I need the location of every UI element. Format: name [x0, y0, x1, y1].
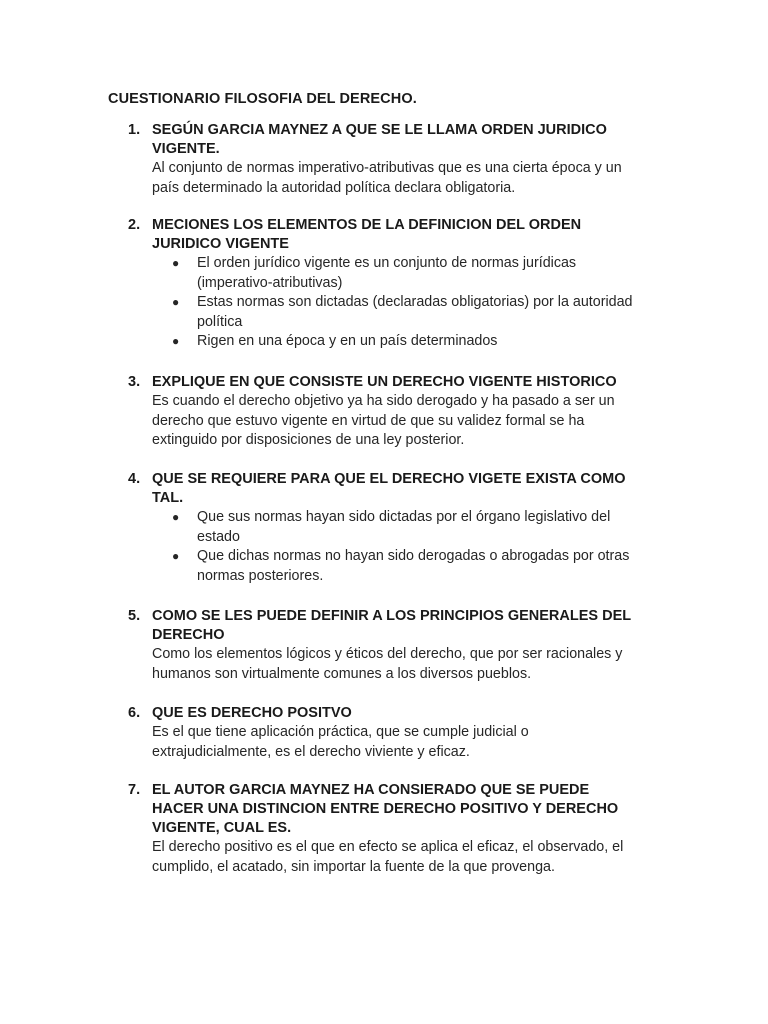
- answer-text: Es el que tiene aplicación práctica, que se cumple judicial o extrajudicialmente, es el derecho viviente y eficaz.: [152, 724, 529, 760]
- question-4: [128, 470, 658, 586]
- question-number: 3.: [128, 374, 141, 390]
- list-item: [152, 508, 658, 547]
- question-3: [128, 373, 658, 451]
- list-item: [152, 254, 658, 293]
- question-number: 1.: [128, 122, 141, 138]
- question-text: QUE ES DERECHO POSITVO: [152, 705, 352, 721]
- answer-text: Al conjunto de normas imperativo-atributivas que es una cierta época y un país determinado la autoridad política declara obligatoria.: [152, 160, 622, 196]
- question-number: 7.: [128, 782, 141, 798]
- answer-text: Es cuando el derecho objetivo ya ha sido derogado y ha pasado a ser un derecho que estuvo vigente en virtud de que su validez formal se ha extinguido por disposiciones de una ley posterior.: [152, 393, 615, 448]
- question-number: 4.: [128, 471, 141, 487]
- bullet-text: El orden jurídico vigente es un conjunto de normas jurídicas (imperativo-atributivas): [197, 255, 577, 291]
- bullet-text: Estas normas son dictadas (declaradas obligatorias) por la autoridad política: [197, 294, 633, 330]
- question-number: 2.: [128, 217, 141, 233]
- answer-text: El derecho positivo es el que en efecto se aplica el eficaz, el observado, el cumplido, el acatado, sin importar la fuente de la que provenga.: [152, 839, 624, 875]
- question-text: EXPLIQUE EN QUE CONSISTE UN DERECHO VIGENTE HISTORICO: [152, 374, 617, 390]
- bullet-text: Rigen en una época y en un país determinados: [197, 333, 498, 349]
- bullet-icon: ●: [172, 256, 180, 270]
- bullet-icon: ●: [172, 295, 180, 309]
- bullet-list: [152, 254, 658, 352]
- bullet-text: Que sus normas hayan sido dictadas por el órgano legislativo del estado: [197, 509, 611, 545]
- question-number: 6.: [128, 705, 141, 721]
- question-6: [128, 704, 658, 762]
- bullet-icon: ●: [172, 510, 180, 524]
- list-item: [152, 547, 658, 586]
- list-item: [152, 332, 658, 352]
- answer-text: Como los elementos lógicos y éticos del derecho, que por ser racionales y humanos son virtualmente comunes a los diversos pueblos.: [152, 646, 623, 682]
- bullet-icon: ●: [172, 549, 180, 563]
- question-2: [128, 216, 658, 352]
- question-text: SEGÚN GARCIA MAYNEZ A QUE SE LE LLAMA ORDEN JURIDICO VIGENTE.: [152, 122, 607, 157]
- question-text: MECIONES LOS ELEMENTOS DE LA DEFINICION DEL ORDEN JURIDICO VIGENTE: [152, 217, 582, 252]
- document-title: CUESTIONARIO FILOSOFIA DEL DERECHO.: [108, 91, 417, 107]
- bullet-text: Que dichas normas no hayan sido derogadas o abrogadas por otras normas posteriores.: [197, 548, 630, 584]
- question-5: [128, 607, 658, 684]
- question-text: QUE SE REQUIERE PARA QUE EL DERECHO VIGETE EXISTA COMO TAL.: [152, 471, 626, 506]
- question-text: COMO SE LES PUEDE DEFINIR A LOS PRINCIPIOS GENERALES DEL DERECHO: [152, 608, 632, 643]
- list-item: [152, 293, 658, 332]
- bullet-list: [152, 508, 658, 586]
- bullet-icon: ●: [172, 334, 180, 348]
- question-1: [128, 121, 658, 198]
- question-number: 5.: [128, 608, 141, 624]
- question-text: EL AUTOR GARCIA MAYNEZ HA CONSIERADO QUE SE PUEDE HACER UNA DISTINCION ENTRE DERECHO POSITIVO Y DERECHO VIGENTE, CUAL ES.: [152, 782, 619, 836]
- question-7: [128, 781, 658, 877]
